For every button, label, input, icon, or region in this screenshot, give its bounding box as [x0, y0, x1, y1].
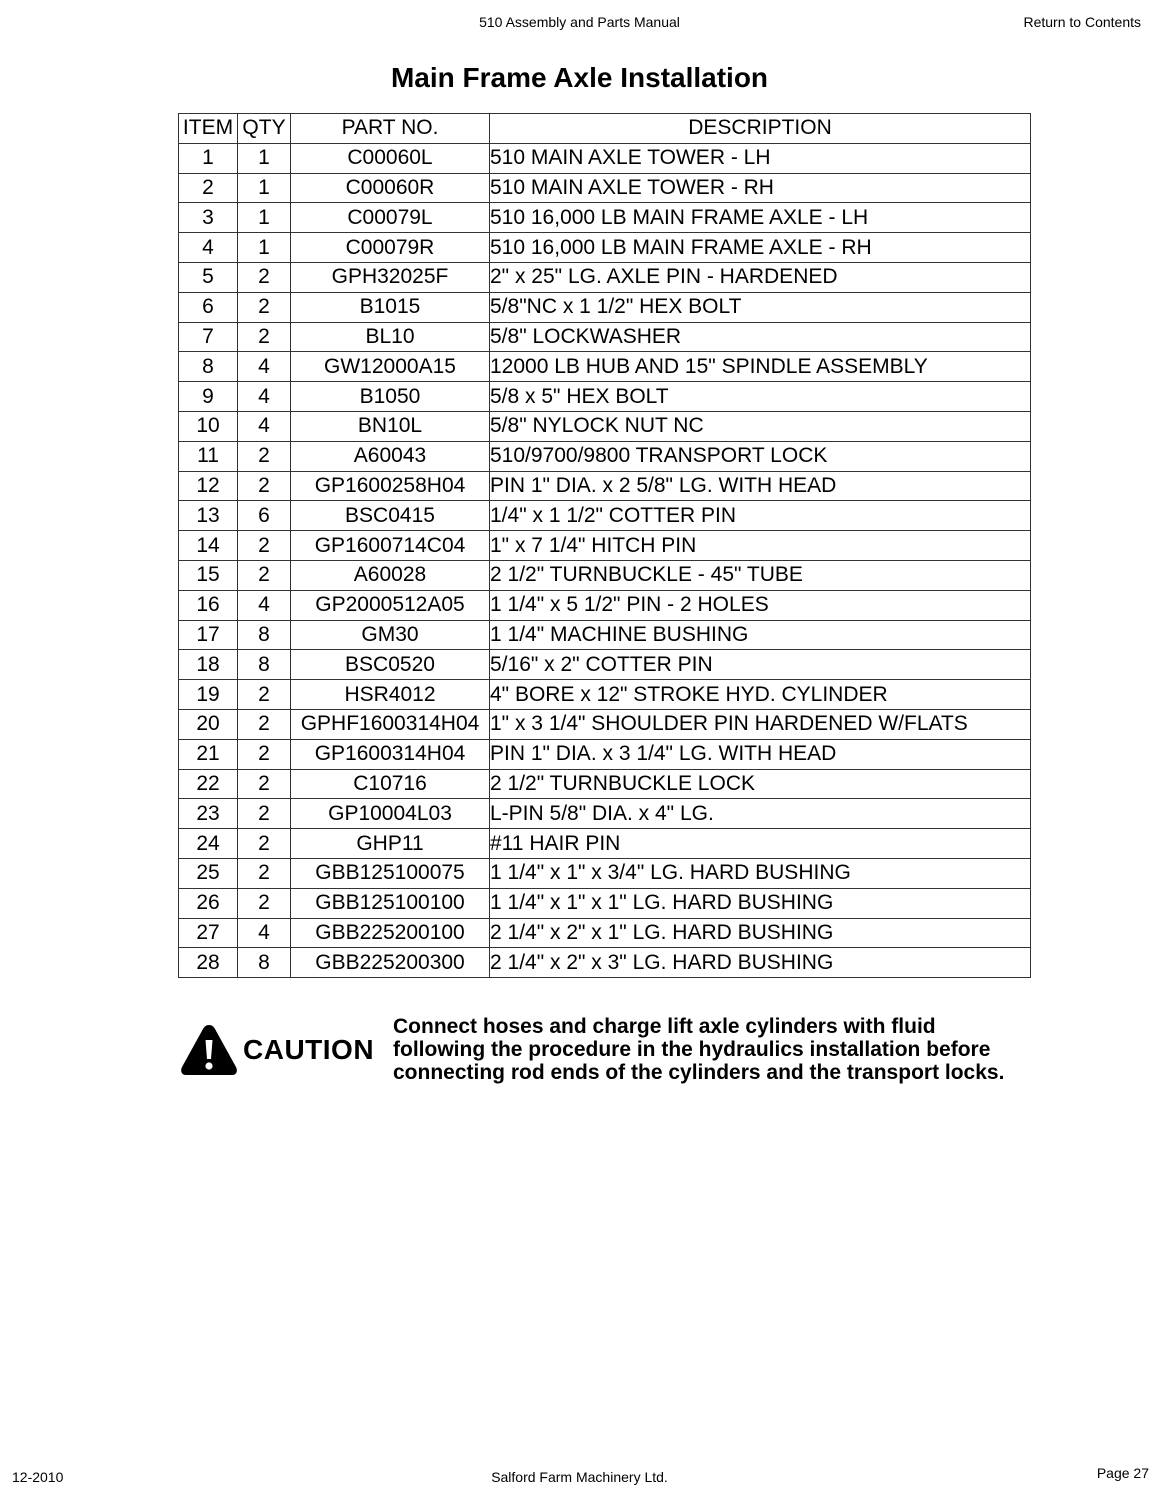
qty-cell: 2	[238, 799, 291, 829]
caution-line: following the procedure in the hydraulics installation before	[393, 1038, 991, 1061]
caution-label: CAUTION	[243, 1034, 375, 1065]
qty-cell: 1	[238, 203, 291, 233]
part-number-cell: GW12000A15	[291, 352, 490, 382]
description-cell: 5/8 x 5" HEX BOLT	[490, 382, 1031, 412]
item-number-cell: 18	[179, 650, 238, 680]
part-number-cell: GP1600258H04	[291, 471, 490, 501]
caution-message	[393, 1015, 1093, 1084]
part-number-cell: C00060R	[291, 173, 490, 203]
part-number-cell: GPHF1600314H04	[291, 709, 490, 739]
description-cell: 4" BORE x 12" STROKE HYD. CYLINDER	[490, 680, 1031, 710]
part-number-cell: C00079L	[291, 203, 490, 233]
item-number-cell: 15	[179, 560, 238, 590]
part-number-cell: B1015	[291, 292, 490, 322]
qty-cell: 2	[238, 769, 291, 799]
column-header-part-no: PART NO.	[291, 114, 490, 144]
table-row	[179, 918, 1031, 948]
item-number-cell: 19	[179, 680, 238, 710]
qty-cell: 2	[238, 739, 291, 769]
item-number-cell: 2	[179, 173, 238, 203]
qty-cell: 6	[238, 501, 291, 531]
description-cell: 2 1/4" x 2" x 3" LG. HARD BUSHING	[490, 948, 1031, 978]
item-number-cell: 8	[179, 352, 238, 382]
part-number-cell: C00060L	[291, 143, 490, 173]
qty-cell: 2	[238, 560, 291, 590]
table-row	[179, 739, 1031, 769]
qty-cell: 4	[238, 352, 291, 382]
table-row	[179, 560, 1031, 590]
item-number-cell: 7	[179, 322, 238, 352]
item-number-cell: 3	[179, 203, 238, 233]
description-cell: 1 1/4" x 1" x 3/4" LG. HARD BUSHING	[490, 858, 1031, 888]
return-to-contents-link[interactable]: Return to Contents	[1023, 14, 1141, 30]
part-number-cell: GPH32025F	[291, 262, 490, 292]
part-number-cell: HSR4012	[291, 680, 490, 710]
table-row	[179, 233, 1031, 263]
part-number-cell: GP2000512A05	[291, 590, 490, 620]
item-number-cell: 22	[179, 769, 238, 799]
item-number-cell: 12	[179, 471, 238, 501]
item-number-cell: 10	[179, 411, 238, 441]
part-number-cell: C00079R	[291, 233, 490, 263]
qty-cell: 8	[238, 620, 291, 650]
column-header-qty: QTY	[238, 114, 291, 144]
item-number-cell: 26	[179, 888, 238, 918]
qty-cell: 2	[238, 471, 291, 501]
item-number-cell: 5	[179, 262, 238, 292]
table-row	[179, 411, 1031, 441]
table-row	[179, 352, 1031, 382]
part-number-cell: GBB225200300	[291, 948, 490, 978]
table-row	[179, 501, 1031, 531]
qty-cell: 2	[238, 858, 291, 888]
description-cell: 1/4" x 1 1/2" COTTER PIN	[490, 501, 1031, 531]
description-cell: 1" x 7 1/4" HITCH PIN	[490, 531, 1031, 561]
part-number-cell: C10716	[291, 769, 490, 799]
description-cell: 510 16,000 LB MAIN FRAME AXLE - RH	[490, 233, 1031, 263]
description-cell: 12000 LB HUB AND 15" SPINDLE ASSEMBLY	[490, 352, 1031, 382]
footer-page-number: Page 27	[1096, 1465, 1149, 1481]
table-row	[179, 948, 1031, 978]
item-number-cell: 25	[179, 858, 238, 888]
part-number-cell: GM30	[291, 620, 490, 650]
item-number-cell: 16	[179, 590, 238, 620]
qty-cell: 2	[238, 531, 291, 561]
description-cell: 1" x 3 1/4" SHOULDER PIN HARDENED W/FLATS	[490, 709, 1031, 739]
qty-cell: 2	[238, 292, 291, 322]
qty-cell: 2	[238, 441, 291, 471]
table-row	[179, 680, 1031, 710]
description-cell: 5/8" LOCKWASHER	[490, 322, 1031, 352]
item-number-cell: 9	[179, 382, 238, 412]
column-header-description: DESCRIPTION	[490, 114, 1031, 144]
item-number-cell: 11	[179, 441, 238, 471]
table-row	[179, 531, 1031, 561]
table-row	[179, 799, 1031, 829]
table-row	[179, 620, 1031, 650]
part-number-cell: GBB125100075	[291, 858, 490, 888]
table-row	[179, 590, 1031, 620]
table-row	[179, 650, 1031, 680]
table-row	[179, 262, 1031, 292]
item-number-cell: 1	[179, 143, 238, 173]
part-number-cell: BL10	[291, 322, 490, 352]
table-header-row	[179, 114, 1031, 144]
description-cell: 5/8" NYLOCK NUT NC	[490, 411, 1031, 441]
table-row	[179, 173, 1031, 203]
qty-cell: 1	[238, 233, 291, 263]
part-number-cell: BSC0415	[291, 501, 490, 531]
description-cell: 510/9700/9800 TRANSPORT LOCK	[490, 441, 1031, 471]
item-number-cell: 13	[179, 501, 238, 531]
column-header-item: ITEM	[179, 114, 238, 144]
qty-cell: 2	[238, 680, 291, 710]
footer-date: 12-2010	[12, 1469, 64, 1485]
part-number-cell: BSC0520	[291, 650, 490, 680]
manual-title: 510 Assembly and Parts Manual	[479, 14, 680, 30]
item-number-cell: 21	[179, 739, 238, 769]
part-number-cell: GP1600714C04	[291, 531, 490, 561]
item-number-cell: 20	[179, 709, 238, 739]
table-row	[179, 143, 1031, 173]
description-cell: 510 16,000 LB MAIN FRAME AXLE - LH	[490, 203, 1031, 233]
description-cell: 2 1/2" TURNBUCKLE LOCK	[490, 769, 1031, 799]
footer-company: Salford Farm Machinery Ltd.	[491, 1469, 668, 1485]
description-cell: PIN 1" DIA. x 3 1/4" LG. WITH HEAD	[490, 739, 1031, 769]
item-number-cell: 14	[179, 531, 238, 561]
description-cell: 2 1/4" x 2" x 1" LG. HARD BUSHING	[490, 918, 1031, 948]
qty-cell: 2	[238, 709, 291, 739]
description-cell: 5/16" x 2" COTTER PIN	[490, 650, 1031, 680]
part-number-cell: B1050	[291, 382, 490, 412]
warning-triangle-icon	[179, 1022, 239, 1078]
table-row	[179, 709, 1031, 739]
description-cell: 2 1/2" TURNBUCKLE - 45" TUBE	[490, 560, 1031, 590]
table-row	[179, 829, 1031, 859]
table-row	[179, 888, 1031, 918]
table-row	[179, 322, 1031, 352]
qty-cell: 2	[238, 262, 291, 292]
item-number-cell: 27	[179, 918, 238, 948]
part-number-cell: GBB225200100	[291, 918, 490, 948]
qty-cell: 1	[238, 143, 291, 173]
qty-cell: 4	[238, 590, 291, 620]
qty-cell: 8	[238, 650, 291, 680]
description-cell: 5/8"NC x 1 1/2" HEX BOLT	[490, 292, 1031, 322]
qty-cell: 4	[238, 382, 291, 412]
qty-cell: 2	[238, 829, 291, 859]
qty-cell: 1	[238, 173, 291, 203]
description-cell: 510 MAIN AXLE TOWER - LH	[490, 143, 1031, 173]
item-number-cell: 28	[179, 948, 238, 978]
item-number-cell: 4	[179, 233, 238, 263]
item-number-cell: 17	[179, 620, 238, 650]
part-number-cell: A60043	[291, 441, 490, 471]
table-row	[179, 769, 1031, 799]
item-number-cell: 24	[179, 829, 238, 859]
qty-cell: 2	[238, 322, 291, 352]
description-cell: 1 1/4" x 5 1/2" PIN - 2 HOLES	[490, 590, 1031, 620]
part-number-cell: A60028	[291, 560, 490, 590]
description-cell: L-PIN 5/8" DIA. x 4" LG.	[490, 799, 1031, 829]
qty-cell: 4	[238, 918, 291, 948]
caution-line: Connect hoses and charge lift axle cylinders with fluid	[393, 1015, 936, 1038]
description-cell: 1 1/4" x 1" x 1" LG. HARD BUSHING	[490, 888, 1031, 918]
table-row	[179, 382, 1031, 412]
table-row	[179, 471, 1031, 501]
table-row	[179, 441, 1031, 471]
table-row	[179, 292, 1031, 322]
qty-cell: 4	[238, 411, 291, 441]
item-number-cell: 23	[179, 799, 238, 829]
part-number-cell: GP1600314H04	[291, 739, 490, 769]
item-number-cell: 6	[179, 292, 238, 322]
part-number-cell: GBB125100100	[291, 888, 490, 918]
table-row	[179, 203, 1031, 233]
qty-cell: 2	[238, 888, 291, 918]
description-cell: 1 1/4" MACHINE BUSHING	[490, 620, 1031, 650]
parts-table-body	[179, 143, 1031, 977]
parts-table	[178, 113, 1031, 978]
part-number-cell: GP10004L03	[291, 799, 490, 829]
part-number-cell: BN10L	[291, 411, 490, 441]
qty-cell: 8	[238, 948, 291, 978]
part-number-cell: GHP11	[291, 829, 490, 859]
table-row	[179, 858, 1031, 888]
caution-line: connecting rod ends of the cylinders and the transport locks.	[393, 1061, 1005, 1084]
description-cell: 2" x 25" LG. AXLE PIN - HARDENED	[490, 262, 1031, 292]
description-cell: 510 MAIN AXLE TOWER - RH	[490, 173, 1031, 203]
description-cell: #11 HAIR PIN	[490, 829, 1031, 859]
description-cell: PIN 1" DIA. x 2 5/8" LG. WITH HEAD	[490, 471, 1031, 501]
page-title: Main Frame Axle Installation	[390, 62, 769, 93]
